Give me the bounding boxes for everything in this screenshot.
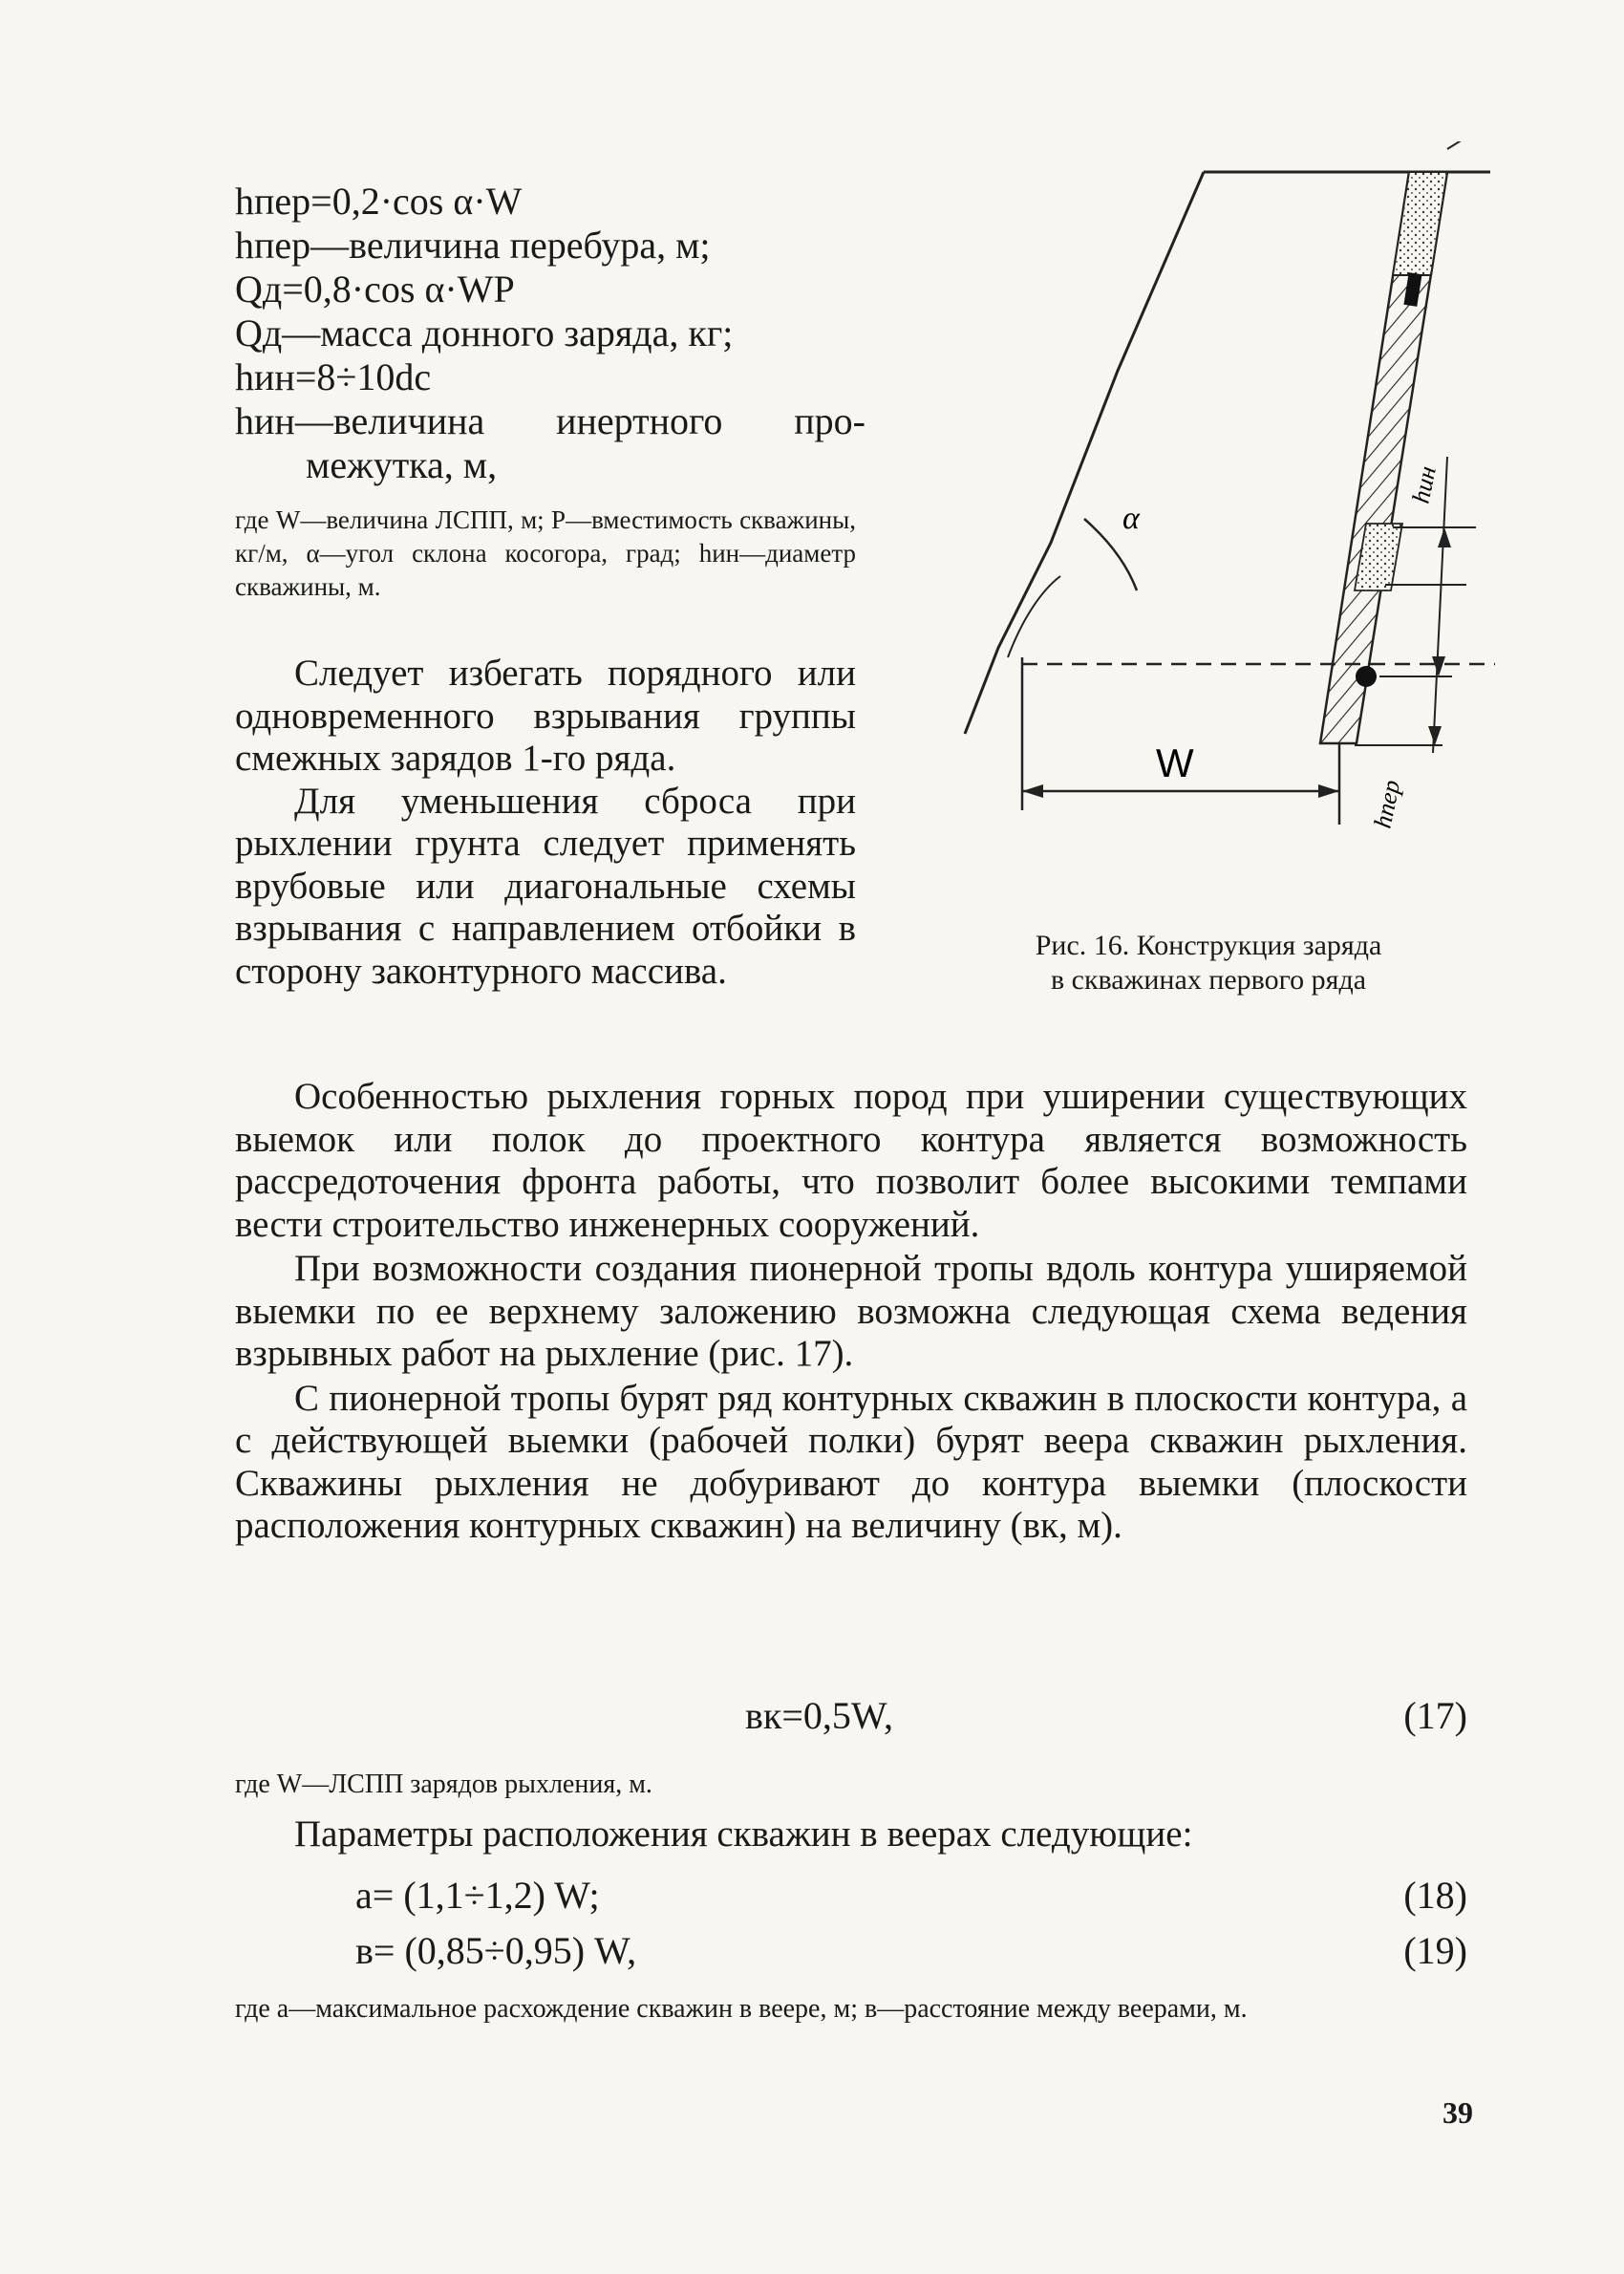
caption-line-1: Рис. 16. Конструкция заряда — [1035, 930, 1382, 961]
paragraph-reduce: Для уменьшения сброса при рыхлении грунта следует применять врубовые или диагональные схемы взрывания с направлением отбойки в сторону законтурного массива. — [235, 780, 856, 992]
formula-qd: Qд=0,8·cos α·WP — [235, 268, 515, 311]
formula-hper-desc: hпер—величина перебура, м; — [235, 224, 711, 267]
paragraph-drill: С пионерной тропы бурят ряд контурных скважин в плоскости контура, а с действующей выемки (рабочей полки) бурят веера скважин рыхления. Скважины рыхления не добуривают до контура выемки (плоскости расположения контурных скважин) на величину (вк, м). — [235, 1377, 1467, 1546]
formula-qd-desc: Qд—масса донного заряда, кг; — [235, 311, 734, 354]
paragraph-avoid: Следует избегать порядного или одновременного взрывания группы смежных зарядов 1-го ряда. — [235, 653, 856, 779]
formula-hin-desc: hин—величина инертного про- — [235, 399, 865, 442]
paragraph-params: Параметры расположения скважин в веерах следующие: — [294, 1813, 1193, 1855]
symbols-note: где W—величина ЛСПП, м; P—вместимость скважины, кг/м, α—угол склона косогора, град; hин—диаметр скважины, м. — [235, 505, 856, 601]
hin-label: hин — [1406, 463, 1442, 506]
w-label: W — [1156, 740, 1194, 785]
figure-charge-construction — [917, 141, 1509, 848]
params-text — [235, 1813, 1467, 1858]
equation-19-number: (19) — [1403, 1929, 1467, 1972]
equation-17-number: (17) — [1403, 1694, 1467, 1737]
equation-17: вк=0,5W, — [745, 1694, 893, 1737]
page-number: 39 — [1442, 2095, 1473, 2130]
paragraph-feature: Особенностью рыхления горных пород при уширении существующих выемок или полок до проектного контура является возможность рассредоточения фронта работы, что позволит более высокими темпами вести строительство инженерных сооружений. — [235, 1076, 1467, 1245]
hper-label: hпер — [1368, 777, 1406, 831]
main-text — [235, 1076, 1467, 1550]
note-final: где a—максимальное расхождение скважин в веере, м; в—расстояние между веерами, м. — [235, 1994, 1248, 2024]
alpha-label: α — [1122, 501, 1140, 536]
formula-hin: hин=8÷10dс — [235, 355, 432, 398]
formula-hin-desc-cont: межутка, м, — [306, 443, 498, 486]
column-text — [235, 653, 856, 993]
equation-19: в= (0,85÷0,95) W, — [355, 1929, 637, 1972]
formula-hper: hпер=0,2·cos α·W — [235, 180, 523, 223]
borehole — [1320, 172, 1447, 743]
paragraph-pioneer: При возможности создания пионерной тропы вдоль контура уширяемой выемки по ее верхнему заложению возможна следующая схема ведения взрывных работ на рыхление (рис. 17). — [235, 1248, 1467, 1374]
note-w: где W—ЛСПП зарядов рыхления, м. — [235, 1770, 652, 1799]
formula-block — [235, 180, 865, 487]
equation-18-number: (18) — [1403, 1874, 1467, 1917]
w-dimension — [1022, 657, 1339, 825]
equation-18: a= (1,1÷1,2) W; — [355, 1874, 600, 1917]
figure-caption — [941, 929, 1476, 998]
caption-line-2: в скважинах первого ряда — [1050, 964, 1367, 996]
